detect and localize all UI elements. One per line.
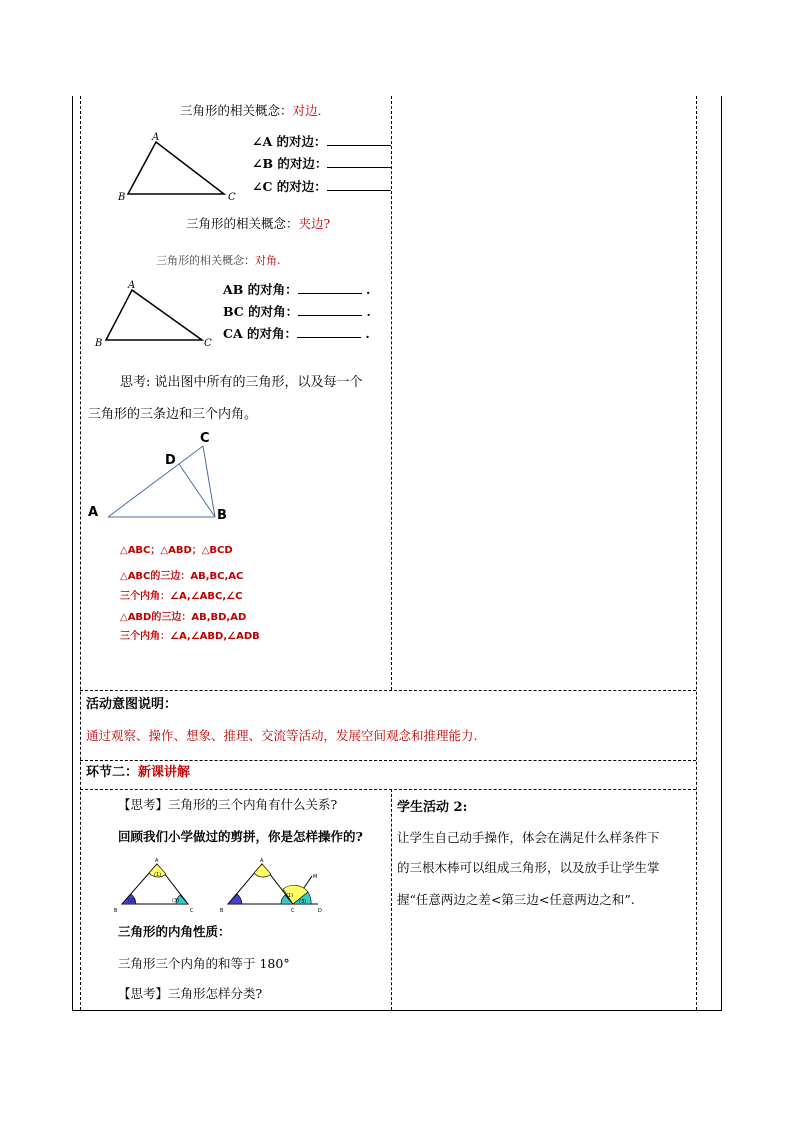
mark-3-left: (3)	[172, 898, 180, 904]
triangle-1-shape	[128, 142, 224, 194]
answer-abc-sides: △ABC的三边：AB,BC,AC	[120, 571, 244, 582]
concept-opposite-side: 三角形的相关概念：对边.	[180, 103, 322, 118]
opposite-angle-row-ab: AB 的对角： .	[223, 282, 371, 297]
column-divider-top	[391, 96, 392, 690]
think-line-2: 三角形的三条边和三个内角。	[88, 407, 258, 422]
figure-label-a: A	[88, 505, 99, 520]
segment-ac	[108, 446, 203, 517]
table-right-border	[721, 96, 722, 1011]
lesson-think-1: 【思考】三角形的三个内角有什么关系?	[118, 797, 338, 812]
angle-cut-figure	[110, 854, 340, 916]
mark-1-right: (1)	[286, 893, 294, 899]
property-title: 三角形的内角性质：	[118, 924, 231, 939]
mark-1-left: (1)	[154, 872, 162, 878]
opposite-side-row-c: ∠C 的对边：	[252, 181, 391, 194]
table-bottom-border	[72, 1010, 722, 1011]
activity-line-3: 握“任意两边之差<第三边<任意两边之和”.	[397, 892, 635, 907]
inner-left-dashed	[80, 96, 81, 1010]
figure-label-b: B	[217, 508, 227, 523]
triangle-2-label-a: A	[128, 280, 136, 291]
answer-abd-angles: 三个内角：∠A,∠ABD,∠ADB	[120, 631, 260, 642]
triangle-2-label-b: B	[95, 338, 103, 349]
answer-abc-angles: 三个内角：∠A,∠ABC,∠C	[120, 591, 243, 602]
triangle-figure-1	[112, 128, 242, 204]
cut-label-b-left: B	[114, 908, 118, 914]
segment-bd	[179, 464, 215, 517]
cut-label-a-right: A	[260, 858, 264, 864]
column-divider-bottom	[391, 789, 392, 1010]
inner-right-dashed	[696, 96, 697, 1010]
triangle-2-shape	[106, 290, 202, 340]
answer-triangles: △ABC；△ABD；△BCD	[120, 545, 233, 556]
activity-line-1: 让学生自己动手操作，体会在满足什么样条件下	[397, 830, 660, 845]
opposite-angle-row-bc: BC 的对角： .	[223, 304, 371, 319]
triangle-1-label-b: B	[118, 192, 126, 203]
figure-label-c: C	[200, 431, 210, 446]
activity-line-2: 的三根木棒可以组成三角形，以及放手让学生掌	[397, 860, 660, 875]
cut-label-d-right: D	[318, 908, 322, 914]
opposite-side-row-a: ∠A 的对边：	[252, 136, 391, 149]
cut-label-a-left: A	[155, 858, 159, 864]
triangle-1-label-a: A	[152, 132, 160, 143]
cut-label-b-right: B	[220, 908, 224, 914]
section-header: 环节二：新课讲解	[86, 765, 191, 780]
cut-label-m-right: M	[313, 874, 318, 880]
opposite-angle-row-ca: CA 的对角： .	[223, 326, 370, 341]
concept-opposite-angle: 三角形的相关概念：对角.	[156, 254, 281, 267]
lesson-think-2: 【思考】三角形怎样分类?	[118, 986, 263, 1001]
table-left-border	[72, 96, 73, 1011]
triangle-abd-figure	[82, 428, 242, 528]
property-statement: 三角形三个内角的和等于 180°	[118, 956, 290, 971]
angle-1-right	[254, 864, 271, 877]
segment-bc	[203, 446, 215, 517]
cut-label-c-right: C	[291, 908, 295, 914]
think-line-1: 思考: 说出图中所有的三角形，以及每一个	[120, 375, 363, 390]
answer-abd-sides: △ABD的三边：AB,BD,AD	[120, 612, 247, 623]
triangle-figure-2	[90, 278, 220, 350]
triangle-1-label-c: C	[228, 192, 236, 203]
figure-label-d: D	[165, 453, 176, 468]
opposite-side-row-b: ∠B 的对边：	[252, 158, 391, 171]
intent-body: 通过观察、操作、想象、推理、交流等活动，发展空间观念和推理能力.	[86, 728, 478, 743]
row-divider-section	[80, 760, 696, 761]
row-divider-intent	[80, 690, 696, 691]
row-divider-lesson	[80, 789, 696, 790]
cut-label-c-left: C	[190, 908, 194, 914]
lesson-review: 回顾我们小学做过的剪拼，你是怎样操作的?	[118, 829, 363, 844]
activity-title: 学生活动 2:	[397, 800, 468, 815]
mark-2-left: (2)	[128, 898, 136, 904]
mark-3-right: (3)	[299, 899, 307, 905]
concept-included-side: 三角形的相关概念：夹边?	[186, 216, 331, 231]
intent-title: 活动意图说明：	[86, 697, 178, 712]
triangle-2-label-c: C	[204, 338, 212, 349]
